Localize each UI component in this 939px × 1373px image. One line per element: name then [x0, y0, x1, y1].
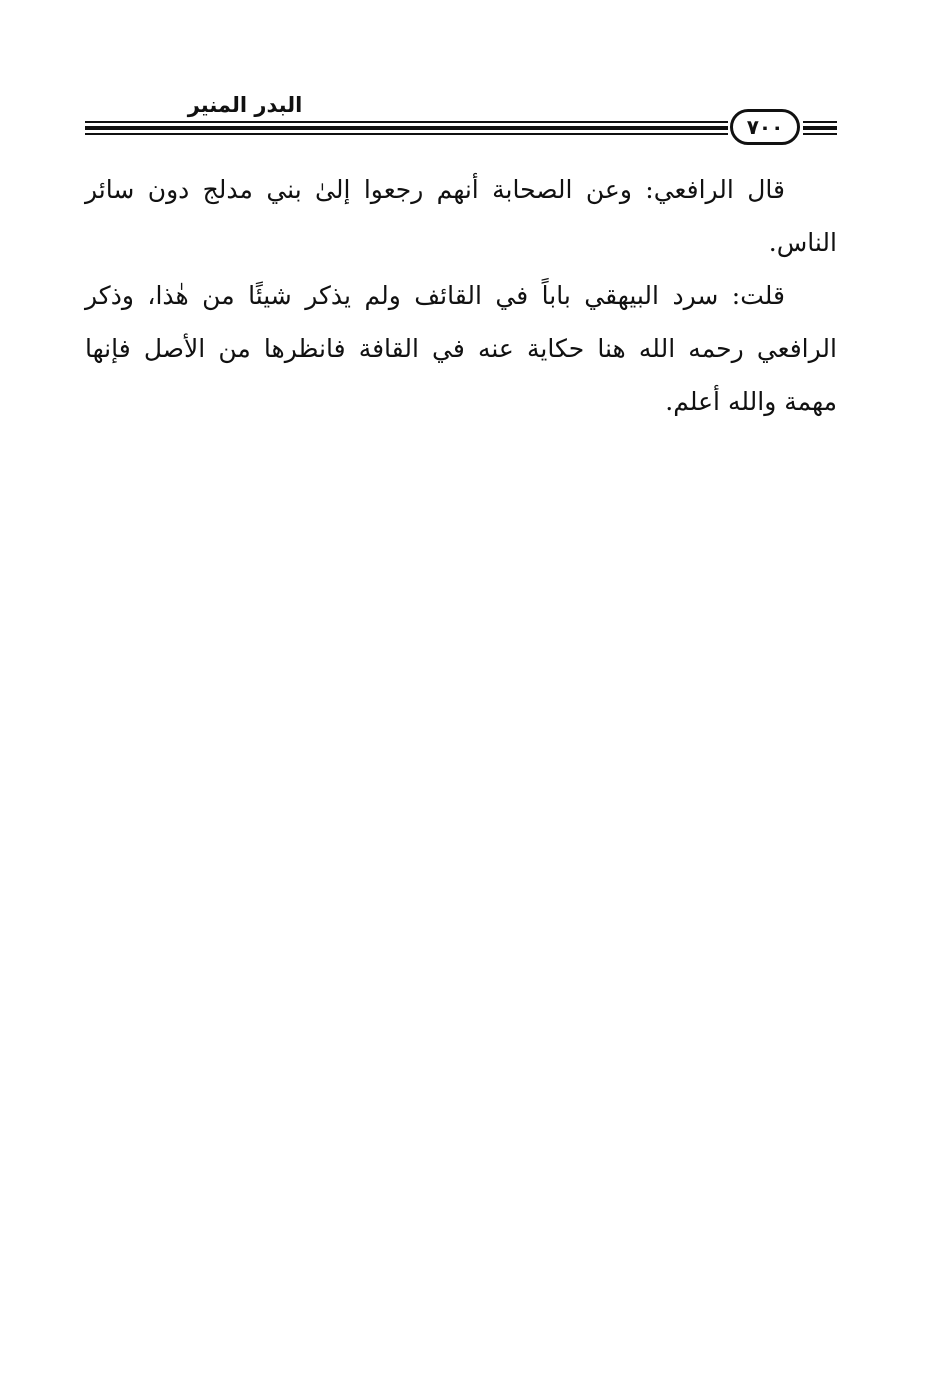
- header-rule: [803, 121, 837, 123]
- header-rule: [803, 126, 837, 130]
- body-text: [85, 163, 837, 428]
- paragraph: قلت: سرد البيهقي باباً في القائف ولم يذكر شيئًا من هٰذا، وذكر الرافعي رحمه الله هنا حكاية عنه في القافة فانظرها من الأصل فإنها مهمة والله أعلم.: [85, 281, 837, 416]
- header-rule: [803, 133, 837, 135]
- page-header: [85, 90, 837, 152]
- page-number: ٧٠٠: [730, 109, 800, 145]
- paragraph: قال الرافعي: وعن الصحابة أنهم رجعوا إلىٰ بني مدلج دون سائر الناس.: [85, 175, 837, 257]
- book-title: البدر المنير: [187, 93, 303, 117]
- header-rule: [85, 126, 728, 130]
- header-rule: [85, 121, 728, 123]
- header-rule: [85, 133, 728, 135]
